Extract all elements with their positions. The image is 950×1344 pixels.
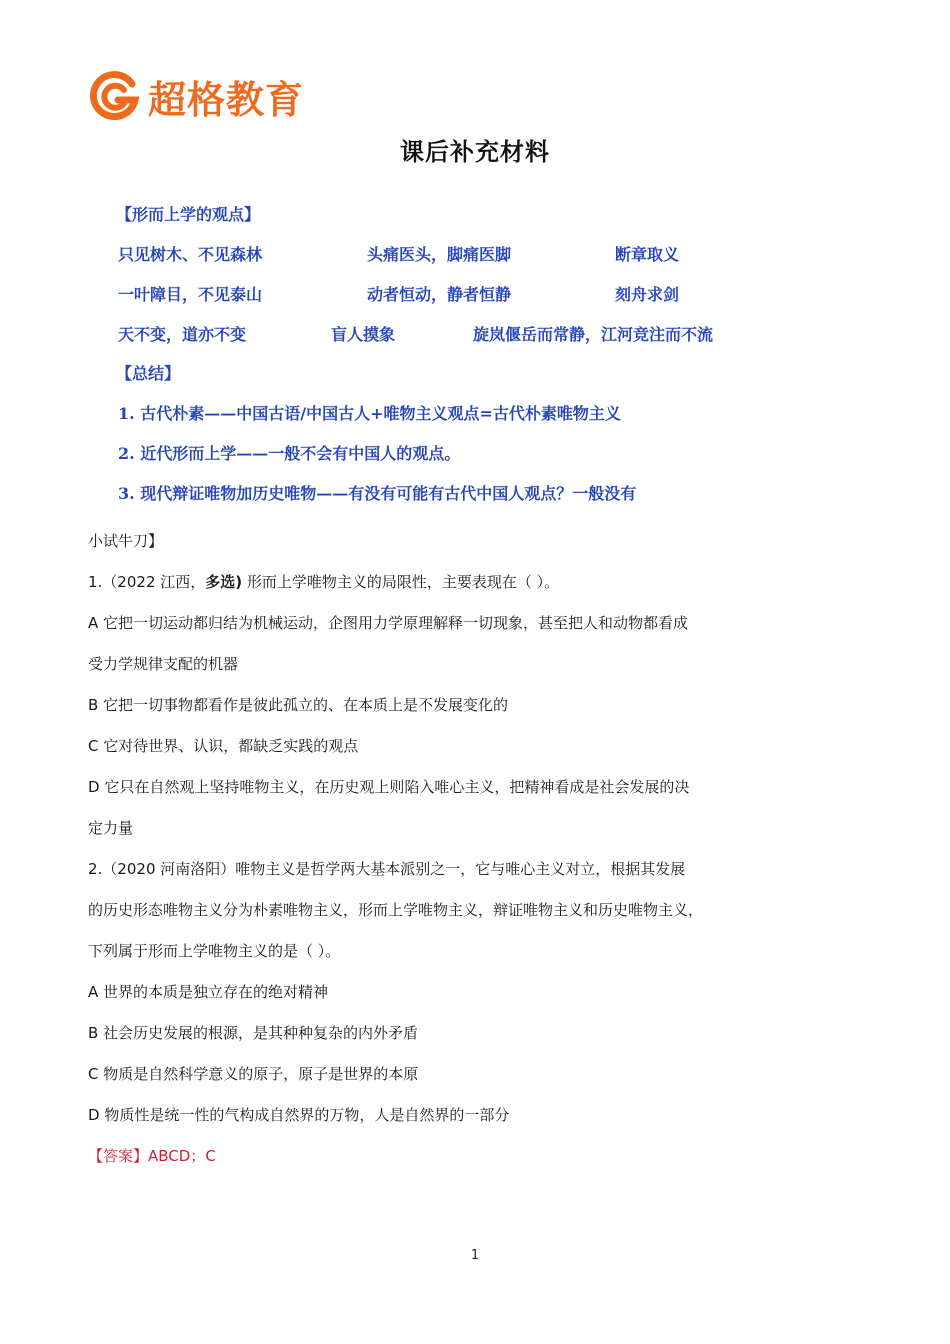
- idiom: 旋岚偃岳而常静，江河竞注而不流: [473, 325, 714, 344]
- idiom: 天不变，道亦不变: [118, 325, 247, 344]
- idiom: 只见树木、不见森林: [118, 245, 263, 264]
- question-1-option-a-cont: 受力学规律支配的机器: [88, 655, 239, 673]
- brand-logo-icon: [88, 70, 140, 122]
- question-1-option-a: A 它把一切运动都归结为机械运动，企图用力学原理解释一切现象，甚至把人和动物都看成: [88, 614, 689, 632]
- idiom: 动者恒动，静者恒静: [367, 285, 512, 304]
- idiom: 盲人摸象: [331, 325, 396, 344]
- question-2-option-a: A 世界的本质是独立存在的绝对精神: [88, 983, 329, 1001]
- question-1-text: 形而上学唯物主义的局限性，主要表现在（ ）。: [242, 573, 560, 591]
- question-1-option-d-cont: 定力量: [88, 819, 134, 837]
- question-1-option-c: C 它对待世界、认识，都缺乏实践的观点: [88, 737, 359, 755]
- views-heading: 【形而上学的观点】: [116, 205, 261, 224]
- question-2-option-b: B 社会历史发展的根源，是其种种复杂的内外矛盾: [88, 1024, 419, 1042]
- question-1-stem: [88, 571, 559, 592]
- question-2-option-c: C 物质是自然科学意义的原子，原子是世界的本原: [88, 1065, 419, 1083]
- question-2-stem: 2.（2020 河南洛阳）唯物主义是哲学两大基本派别之一，它与唯心主义对立，根据其发展: [88, 860, 686, 878]
- summary-item: 1. 古代朴素——中国古语/中国古人+唯物主义观点=古代朴素唯物主义: [118, 404, 621, 423]
- question-2-option-d: D 物质性是统一性的气构成自然界的万物，人是自然界的一部分: [88, 1106, 510, 1124]
- summary-item: 2. 近代形而上学——一般不会有中国人的观点。: [118, 444, 461, 463]
- summary-item: 3. 现代辩证唯物加历史唯物——有没有可能有古代中国人观点？一般没有: [118, 484, 637, 503]
- idiom: 断章取义: [615, 245, 680, 264]
- answer-key: 【答案】ABCD；C: [88, 1147, 216, 1165]
- idiom: 头痛医头，脚痛医脚: [367, 245, 512, 264]
- brand-name: 超格教育: [148, 77, 305, 122]
- question-2-stem-cont: 的历史形态唯物主义分为朴素唯物主义，形而上学唯物主义，辩证唯物主义和历史唯物主义，: [88, 901, 704, 919]
- summary-heading: 【总结】: [116, 364, 181, 383]
- question-2-stem-cont: 下列属于形而上学唯物主义的是（ ）。: [88, 942, 341, 960]
- question-1-option-b: B 它把一切事物都看作是彼此孤立的、在本质上是不发展变化的: [88, 696, 509, 714]
- brand-logo: [88, 70, 304, 122]
- question-1-option-d: D 它只在自然观上坚持唯物主义，在历史观上则陷入唯心主义，把精神看成是社会发展的决: [88, 778, 690, 796]
- practice-heading: 小试牛刀】: [88, 532, 164, 550]
- page-number: 1: [470, 1248, 480, 1263]
- idiom: 刻舟求剑: [615, 285, 680, 304]
- question-1-tag: 多选): [205, 573, 243, 591]
- question-1-source: 1.（2022 江西，: [88, 573, 206, 591]
- page-title: 课后补充材料: [400, 138, 550, 166]
- idiom: 一叶障目，不见泰山: [118, 285, 263, 304]
